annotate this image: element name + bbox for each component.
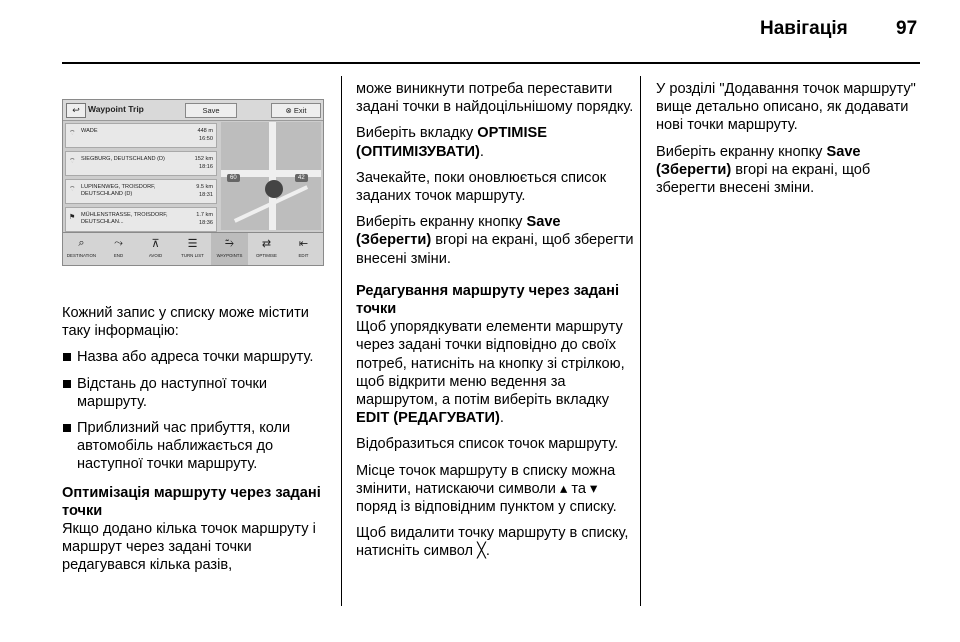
section-heading: Оптимізація маршруту через задані точки [62, 484, 321, 519]
search-icon: ⌕ [78, 237, 85, 249]
waypoint-distance: 448 m [197, 128, 213, 134]
waypoint-trip-screenshot [62, 99, 324, 266]
pin-icon: ⌔ [69, 158, 76, 165]
section-heading: Редагування маршруту через задані точки [356, 282, 620, 318]
waypoint-name: WADE [81, 128, 98, 134]
paragraph-text: . [499, 410, 504, 427]
waypoint-info [196, 183, 213, 199]
paragraph-text: . [479, 143, 484, 160]
page-number: 97 [896, 18, 918, 39]
paragraph: Якщо додано кілька точок маршруту і маршрут через задані точки редагувався кілька разів, [62, 521, 316, 574]
paragraph: може виникнути потреба переставити задані точки в найдоцільнішому порядку. [356, 81, 634, 116]
paragraph-text: Щоб упорядкувати елементи маршруту через задані точки відповідно до своїх потреб, натисніть на кнопку зі стрілкою, щоб відкрити меню ведення за маршрутом, а потім виберіть вкладку [356, 319, 625, 409]
vehicle-position-icon [265, 180, 283, 198]
optimise-icon: ⇄ [261, 238, 272, 250]
tab-label: DESTINATION [66, 253, 97, 258]
turn-list-icon: ☰ [187, 238, 198, 250]
column-1 [62, 304, 332, 583]
page-header-title: Навігація [760, 18, 848, 39]
paragraph: Зачекайте, поки оновлюється список заданих точок маршруту. [356, 169, 607, 205]
info-bullet-list [62, 348, 332, 473]
paragraph: Щоб видалити точку маршруту в списку, натисніть символ ╳. [356, 525, 629, 560]
paragraph-text: Виберіть вкладку [356, 125, 478, 142]
exit-icon: ⊗ [285, 106, 294, 115]
waypoint-info [197, 127, 213, 143]
list-item: Назва або адреса точки маршруту. [62, 348, 332, 366]
edit-icon: ⇤ [298, 238, 309, 250]
column-2 [356, 80, 634, 569]
paragraph: У розділі "Додавання точок маршруту" вище детально описано, як додавати нові точки маршруту. [656, 81, 916, 134]
list-item [65, 179, 217, 204]
route-end-icon: ⤳ [114, 237, 123, 249]
list-item: Приблизний час прибуття, коли автомобіль наближається до наступної точки маршруту. [62, 419, 332, 474]
avoid-tab [137, 233, 174, 266]
waypoint-list [65, 123, 217, 235]
paragraph-text: Виберіть екранну кнопку [656, 143, 827, 160]
waypoint-name: SIEGBURG, DEUTSCHLAND (D) [81, 156, 165, 162]
paragraph-text: вгорі на екрані, щоб зберегти внесені зміни. [356, 232, 634, 267]
optimise-tab-label: OPTIMISE (ОПТИМІЗУВАТИ) [356, 125, 547, 160]
waypoint-distance: 1.7 km [196, 212, 213, 218]
paragraph [656, 143, 926, 198]
end-tab [100, 233, 137, 266]
waypoints-icon: ⥲ [225, 237, 234, 249]
edit-tab-label: EDIT (РЕДАГУВАТИ) [356, 410, 500, 427]
back-icon: ↩ [66, 103, 86, 118]
waypoint-time: 18:36 [199, 220, 213, 226]
waypoint-time: 18:31 [199, 192, 213, 198]
paragraph [356, 318, 634, 427]
waypoint-name: MÜHLENSTRASSE, TROISDORF, DEUTSCHLAN... [81, 212, 168, 225]
screen-top-bar [63, 100, 323, 121]
list-item [65, 207, 217, 232]
screen-exit-button [271, 103, 321, 118]
tab-label: TURN LIST [181, 253, 204, 258]
save-button-label: Save (Зберегти) [656, 143, 861, 178]
tab-label: AVOID [148, 253, 163, 258]
list-item: Відстань до наступної точки маршруту. [62, 375, 332, 411]
map-road [269, 122, 276, 230]
exit-label: Exit [293, 106, 307, 115]
list-item [65, 151, 217, 176]
tab-label: END [113, 253, 124, 258]
screen-bottom-menu [63, 232, 323, 266]
column-divider-1 [341, 76, 342, 606]
waypoints-tab [211, 233, 248, 266]
edit-tab [285, 233, 322, 266]
intro-paragraph: Кожний запис у списку може містити таку інформацію: [62, 305, 309, 340]
tab-label: WAYPOINTS [216, 253, 243, 258]
destination-tab [63, 233, 100, 266]
paragraph-text: вгорі на екрані, щоб зберегти внесені зміни. [656, 161, 871, 197]
flag-icon: ⚑ [69, 214, 76, 221]
avoid-icon: ⊼ [151, 238, 160, 250]
waypoint-name: LUPINENWEG, TROISDORF, DEUTSCHLAND (D) [81, 184, 156, 197]
paragraph [356, 124, 634, 160]
save-button-label: Save (Зберегти) [356, 214, 561, 249]
waypoint-info [196, 211, 213, 227]
paragraph-text: Виберіть екранну кнопку [356, 214, 527, 231]
header-rule [62, 62, 920, 64]
turn-list-tab [174, 233, 211, 266]
waypoint-distance: 152 km [194, 156, 213, 162]
pin-icon: ⌔ [69, 130, 76, 137]
column-divider-2 [640, 76, 641, 606]
screen-title: Waypoint Trip [88, 104, 144, 114]
optimise-tab [248, 233, 285, 266]
waypoint-time: 18:16 [199, 164, 213, 170]
paragraph [356, 213, 634, 268]
speed-badge: 42 [295, 174, 308, 182]
pin-icon: ⌔ [69, 186, 76, 193]
list-item [65, 123, 217, 148]
waypoint-time: 16:50 [199, 136, 213, 142]
screen-save-button: Save [185, 103, 237, 118]
tab-label: EDIT [298, 253, 309, 258]
waypoint-info [195, 155, 213, 171]
paragraph: Місце точок маршруту в списку можна змінити, натискаючи символи ▴ та ▾ поряд із відповідним пунктом у списку. [356, 462, 617, 516]
map-view [221, 122, 321, 230]
paragraph: Відобразиться список точок маршруту. [356, 436, 619, 453]
speed-limit-badge: 60 [227, 174, 240, 182]
waypoint-distance: 9.5 km [196, 184, 213, 190]
column-3 [656, 80, 926, 205]
tab-label: OPTIMISE [256, 253, 277, 258]
